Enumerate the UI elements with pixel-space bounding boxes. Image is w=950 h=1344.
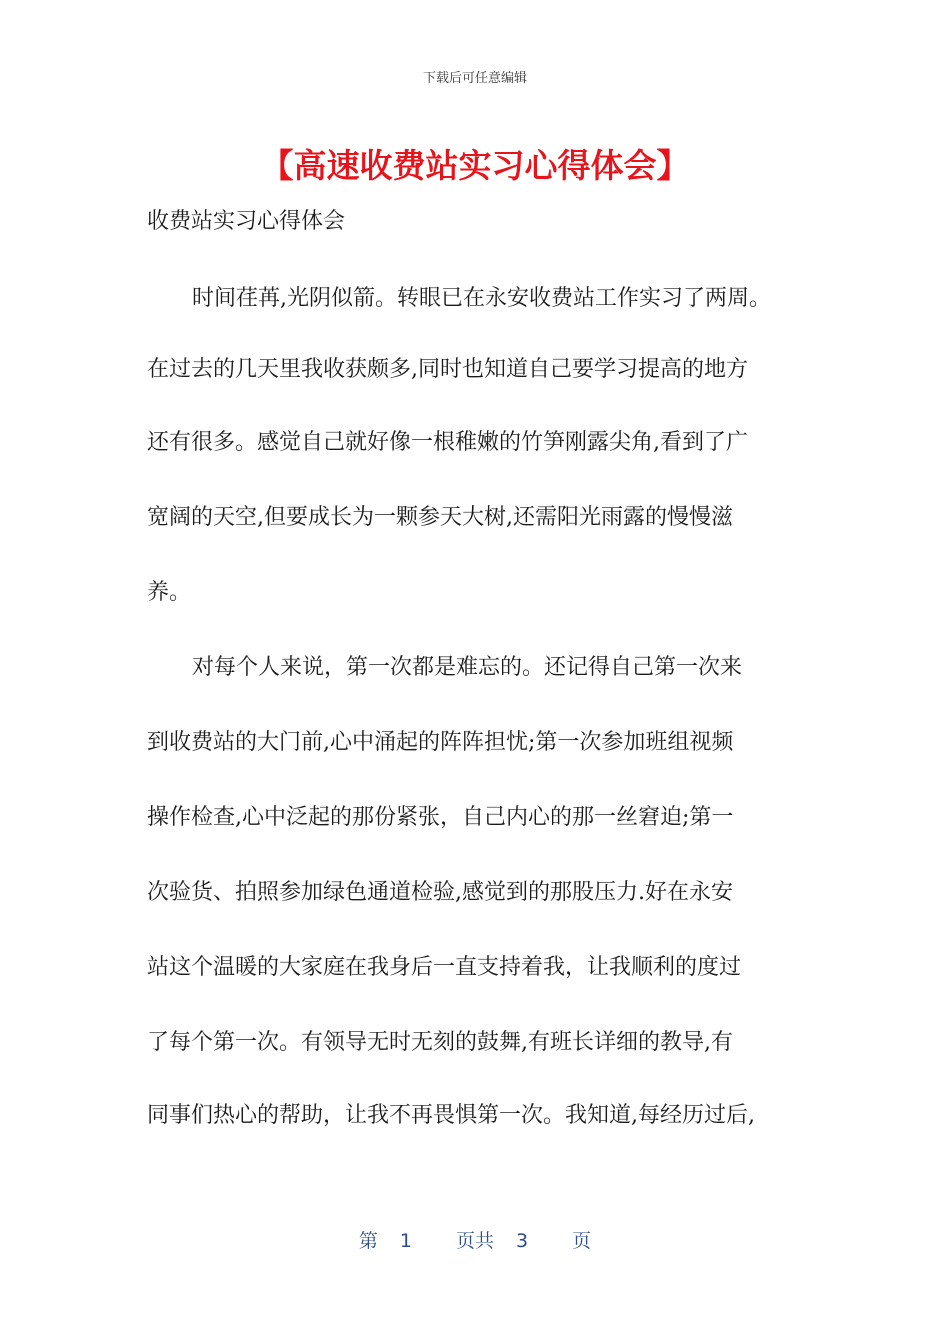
- footer-prefix: 第: [358, 1230, 378, 1252]
- paragraph-2-line-5: 站这个温暖的大家庭在我身后一直支持着我，让我顺利的度过: [147, 955, 742, 980]
- document-title: 【高速收费站实习心得体会】: [260, 146, 690, 185]
- paragraph-2-line-2: 到收费站的大门前,心中涌起的阵阵担忧;第一次参加班组视频: [147, 730, 734, 755]
- page-footer: [0, 1226, 950, 1253]
- paragraph-1-line-1: 时间荏苒,光阴似箭。转眼已在永安收费站工作实习了两周。: [192, 286, 771, 311]
- page-header-note: 下载后可任意编辑: [422, 71, 527, 86]
- document-subtitle: 收费站实习心得体会: [147, 209, 346, 234]
- paragraph-1-line-4: 宽阔的天空,但要成长为一颗参天大树,还需阳光雨露的慢慢滋: [147, 505, 733, 530]
- footer-suffix: 页: [572, 1230, 592, 1252]
- paragraph-2-line-4: 次验货、拍照参加绿色通道检验,感觉到的那股压力.好在永安: [147, 880, 733, 905]
- paragraph-2-line-1: 对每个人来说，第一次都是难忘的。还记得自己第一次来: [192, 655, 743, 680]
- footer-mid: 页共: [455, 1230, 494, 1252]
- paragraph-2-line-3: 操作检查,心中泛起的那份紧张，自己内心的那一丝窘迫;第一: [147, 805, 734, 830]
- paragraph-1-line-5: 养。: [147, 580, 192, 605]
- footer-page-number: 1: [399, 1230, 412, 1252]
- footer-total-pages: 3: [516, 1230, 529, 1252]
- paragraph-1-line-3: 还有很多。感觉自己就好像一根稚嫩的竹笋刚露尖角,看到了广: [147, 430, 748, 455]
- paragraph-2-line-7: 同事们热心的帮助，让我不再畏惧第一次。我知道,每经历过后,: [147, 1103, 755, 1128]
- paragraph-1-line-2: 在过去的几天里我收获颇多,同时也知道自己要学习提高的地方: [147, 357, 748, 382]
- paragraph-2-line-6: 了每个第一次。有领导无时无刻的鼓舞,有班长详细的教导,有: [147, 1030, 733, 1055]
